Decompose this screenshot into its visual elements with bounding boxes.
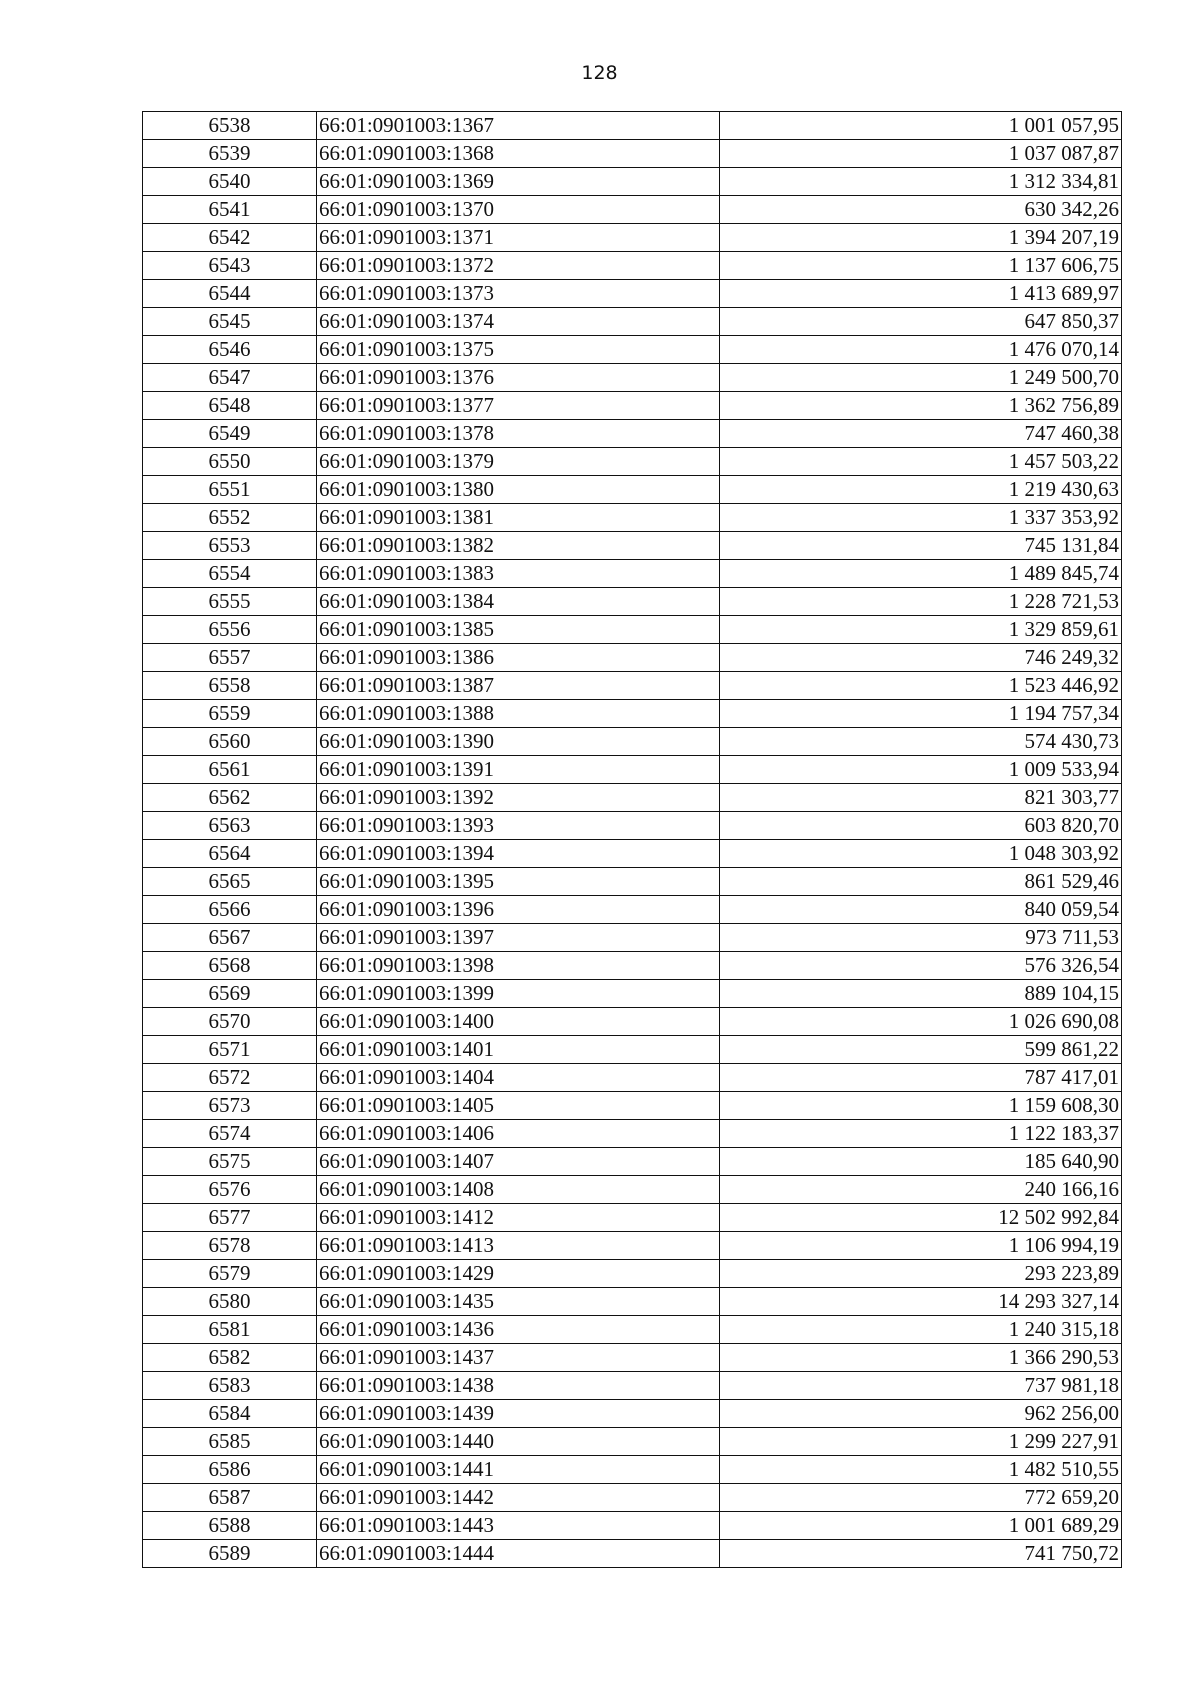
value-cell: 1 413 689,97 [720,280,1122,308]
cadastral-number-cell: 66:01:0901003:1398 [317,952,720,980]
value-cell: 240 166,16 [720,1176,1122,1204]
value-cell: 1 228 721,53 [720,588,1122,616]
table-row [143,756,1122,784]
value-cell: 1 299 227,91 [720,1428,1122,1456]
cadastral-number-cell: 66:01:0901003:1405 [317,1092,720,1120]
value-cell: 1 159 608,30 [720,1092,1122,1120]
row-number-cell: 6588 [143,1512,317,1540]
value-cell: 1 394 207,19 [720,224,1122,252]
cadastral-number-cell: 66:01:0901003:1376 [317,364,720,392]
row-number-cell: 6544 [143,280,317,308]
table-row [143,812,1122,840]
cadastral-number-cell: 66:01:0901003:1377 [317,392,720,420]
value-cell: 889 104,15 [720,980,1122,1008]
table-row [143,728,1122,756]
value-cell: 745 131,84 [720,532,1122,560]
table-row [143,1120,1122,1148]
row-number-cell: 6557 [143,644,317,672]
table-row [143,448,1122,476]
value-cell: 741 750,72 [720,1540,1122,1568]
table-row [143,840,1122,868]
value-cell: 1 122 183,37 [720,1120,1122,1148]
table-row [143,476,1122,504]
row-number-cell: 6539 [143,140,317,168]
row-number-cell: 6572 [143,1064,317,1092]
row-number-cell: 6575 [143,1148,317,1176]
table-row [143,140,1122,168]
value-cell: 1 457 503,22 [720,448,1122,476]
cadastral-number-cell: 66:01:0901003:1383 [317,560,720,588]
value-cell: 973 711,53 [720,924,1122,952]
cadastral-number-cell: 66:01:0901003:1437 [317,1344,720,1372]
cadastral-number-cell: 66:01:0901003:1388 [317,700,720,728]
value-cell: 772 659,20 [720,1484,1122,1512]
cadastral-number-cell: 66:01:0901003:1399 [317,980,720,1008]
table-row [143,1400,1122,1428]
table-row [143,280,1122,308]
table-row [143,1344,1122,1372]
cadastral-number-cell: 66:01:0901003:1395 [317,868,720,896]
row-number-cell: 6543 [143,252,317,280]
cadastral-number-cell: 66:01:0901003:1407 [317,1148,720,1176]
value-cell: 1 329 859,61 [720,616,1122,644]
row-number-cell: 6587 [143,1484,317,1512]
table-row [143,504,1122,532]
value-cell: 1 137 606,75 [720,252,1122,280]
cadastral-number-cell: 66:01:0901003:1390 [317,728,720,756]
table-row [143,1092,1122,1120]
value-cell: 1 219 430,63 [720,476,1122,504]
value-cell: 962 256,00 [720,1400,1122,1428]
row-number-cell: 6584 [143,1400,317,1428]
value-cell: 747 460,38 [720,420,1122,448]
row-number-cell: 6540 [143,168,317,196]
row-number-cell: 6574 [143,1120,317,1148]
table-row [143,420,1122,448]
cadastral-number-cell: 66:01:0901003:1442 [317,1484,720,1512]
cadastral-number-cell: 66:01:0901003:1436 [317,1316,720,1344]
row-number-cell: 6586 [143,1456,317,1484]
value-cell: 1 001 057,95 [720,112,1122,140]
value-cell: 1 366 290,53 [720,1344,1122,1372]
value-cell: 1 048 303,92 [720,840,1122,868]
cadastral-number-cell: 66:01:0901003:1397 [317,924,720,952]
cadastral-number-cell: 66:01:0901003:1412 [317,1204,720,1232]
row-number-cell: 6578 [143,1232,317,1260]
row-number-cell: 6566 [143,896,317,924]
row-number-cell: 6538 [143,112,317,140]
table-row [143,560,1122,588]
row-number-cell: 6585 [143,1428,317,1456]
cadastral-number-cell: 66:01:0901003:1384 [317,588,720,616]
row-number-cell: 6582 [143,1344,317,1372]
row-number-cell: 6573 [143,1092,317,1120]
row-number-cell: 6542 [143,224,317,252]
table-row [143,588,1122,616]
table-row [143,252,1122,280]
table-row [143,784,1122,812]
row-number-cell: 6556 [143,616,317,644]
cadastral-number-cell: 66:01:0901003:1440 [317,1428,720,1456]
value-cell: 574 430,73 [720,728,1122,756]
cadastral-number-cell: 66:01:0901003:1386 [317,644,720,672]
cadastral-number-cell: 66:01:0901003:1393 [317,812,720,840]
row-number-cell: 6560 [143,728,317,756]
cadastral-number-cell: 66:01:0901003:1378 [317,420,720,448]
value-cell: 1 523 446,92 [720,672,1122,700]
cadastral-number-cell: 66:01:0901003:1394 [317,840,720,868]
cadastral-number-cell: 66:01:0901003:1372 [317,252,720,280]
row-number-cell: 6569 [143,980,317,1008]
cadastral-number-cell: 66:01:0901003:1380 [317,476,720,504]
value-cell: 1 001 689,29 [720,1512,1122,1540]
value-cell: 737 981,18 [720,1372,1122,1400]
table-row [143,532,1122,560]
value-cell: 746 249,32 [720,644,1122,672]
value-cell: 603 820,70 [720,812,1122,840]
row-number-cell: 6580 [143,1288,317,1316]
value-cell: 861 529,46 [720,868,1122,896]
table-row [143,868,1122,896]
value-cell: 1 194 757,34 [720,700,1122,728]
table-row [143,644,1122,672]
value-cell: 1 337 353,92 [720,504,1122,532]
table-row [143,700,1122,728]
cadastral-number-cell: 66:01:0901003:1400 [317,1008,720,1036]
value-cell: 1 106 994,19 [720,1232,1122,1260]
value-cell: 1 489 845,74 [720,560,1122,588]
table-row [143,392,1122,420]
row-number-cell: 6554 [143,560,317,588]
value-cell: 1 249 500,70 [720,364,1122,392]
cadastral-number-cell: 66:01:0901003:1406 [317,1120,720,1148]
table-row [143,1288,1122,1316]
value-cell: 1 240 315,18 [720,1316,1122,1344]
row-number-cell: 6545 [143,308,317,336]
table-row [143,1204,1122,1232]
table-row [143,1036,1122,1064]
cadastral-number-cell: 66:01:0901003:1373 [317,280,720,308]
table-row [143,896,1122,924]
value-cell: 1 312 334,81 [720,168,1122,196]
table-row [143,1176,1122,1204]
cadastral-number-cell: 66:01:0901003:1429 [317,1260,720,1288]
value-cell: 1 362 756,89 [720,392,1122,420]
row-number-cell: 6576 [143,1176,317,1204]
cadastral-number-cell: 66:01:0901003:1368 [317,140,720,168]
cadastral-number-cell: 66:01:0901003:1438 [317,1372,720,1400]
row-number-cell: 6570 [143,1008,317,1036]
row-number-cell: 6558 [143,672,317,700]
row-number-cell: 6571 [143,1036,317,1064]
cadastral-number-cell: 66:01:0901003:1439 [317,1400,720,1428]
cadastral-number-cell: 66:01:0901003:1392 [317,784,720,812]
table-row [143,672,1122,700]
row-number-cell: 6552 [143,504,317,532]
row-number-cell: 6553 [143,532,317,560]
cadastral-number-cell: 66:01:0901003:1387 [317,672,720,700]
cadastral-number-cell: 66:01:0901003:1375 [317,336,720,364]
cadastral-number-cell: 66:01:0901003:1435 [317,1288,720,1316]
value-cell: 1 476 070,14 [720,336,1122,364]
cadastral-number-cell: 66:01:0901003:1381 [317,504,720,532]
cadastral-number-cell: 66:01:0901003:1385 [317,616,720,644]
value-cell: 1 482 510,55 [720,1456,1122,1484]
row-number-cell: 6549 [143,420,317,448]
cadastral-number-cell: 66:01:0901003:1370 [317,196,720,224]
row-number-cell: 6562 [143,784,317,812]
table-row [143,1484,1122,1512]
value-cell: 821 303,77 [720,784,1122,812]
value-cell: 576 326,54 [720,952,1122,980]
table-row [143,1316,1122,1344]
row-number-cell: 6577 [143,1204,317,1232]
cadastral-value-table [142,111,1122,1568]
cadastral-number-cell: 66:01:0901003:1396 [317,896,720,924]
row-number-cell: 6564 [143,840,317,868]
cadastral-number-cell: 66:01:0901003:1443 [317,1512,720,1540]
value-cell: 185 640,90 [720,1148,1122,1176]
cadastral-number-cell: 66:01:0901003:1413 [317,1232,720,1260]
value-cell: 12 502 992,84 [720,1204,1122,1232]
cadastral-number-cell: 66:01:0901003:1401 [317,1036,720,1064]
cadastral-number-cell: 66:01:0901003:1367 [317,112,720,140]
value-cell: 599 861,22 [720,1036,1122,1064]
row-number-cell: 6559 [143,700,317,728]
table-row [143,952,1122,980]
row-number-cell: 6565 [143,868,317,896]
cadastral-number-cell: 66:01:0901003:1441 [317,1456,720,1484]
row-number-cell: 6568 [143,952,317,980]
row-number-cell: 6546 [143,336,317,364]
row-number-cell: 6548 [143,392,317,420]
value-cell: 1 009 533,94 [720,756,1122,784]
table-row [143,1064,1122,1092]
table-row [143,1232,1122,1260]
row-number-cell: 6589 [143,1540,317,1568]
cadastral-number-cell: 66:01:0901003:1444 [317,1540,720,1568]
page-number-text: 128 [581,62,618,84]
table-body [143,112,1122,1568]
value-cell: 14 293 327,14 [720,1288,1122,1316]
table-row [143,1148,1122,1176]
row-number-cell: 6567 [143,924,317,952]
row-number-cell: 6541 [143,196,317,224]
table-row [143,1008,1122,1036]
value-cell: 1 026 690,08 [720,1008,1122,1036]
row-number-cell: 6550 [143,448,317,476]
table-row [143,224,1122,252]
value-cell: 1 037 087,87 [720,140,1122,168]
cadastral-number-cell: 66:01:0901003:1408 [317,1176,720,1204]
table-row [143,308,1122,336]
row-number-cell: 6547 [143,364,317,392]
cadastral-number-cell: 66:01:0901003:1374 [317,308,720,336]
table-row [143,1456,1122,1484]
table-row [143,924,1122,952]
page-number [0,62,1200,84]
table-row [143,1512,1122,1540]
row-number-cell: 6579 [143,1260,317,1288]
table-row [143,1260,1122,1288]
table-row [143,168,1122,196]
value-cell: 647 850,37 [720,308,1122,336]
row-number-cell: 6555 [143,588,317,616]
cadastral-number-cell: 66:01:0901003:1382 [317,532,720,560]
table-row [143,364,1122,392]
value-cell: 293 223,89 [720,1260,1122,1288]
row-number-cell: 6583 [143,1372,317,1400]
row-number-cell: 6563 [143,812,317,840]
row-number-cell: 6581 [143,1316,317,1344]
row-number-cell: 6561 [143,756,317,784]
table-row [143,112,1122,140]
table-row [143,1372,1122,1400]
value-cell: 840 059,54 [720,896,1122,924]
table-row [143,616,1122,644]
cadastral-number-cell: 66:01:0901003:1369 [317,168,720,196]
table-row [143,1428,1122,1456]
cadastral-number-cell: 66:01:0901003:1371 [317,224,720,252]
cadastral-number-cell: 66:01:0901003:1404 [317,1064,720,1092]
cadastral-number-cell: 66:01:0901003:1379 [317,448,720,476]
table-row [143,196,1122,224]
row-number-cell: 6551 [143,476,317,504]
table-row [143,1540,1122,1568]
value-cell: 630 342,26 [720,196,1122,224]
table-row [143,980,1122,1008]
cadastral-number-cell: 66:01:0901003:1391 [317,756,720,784]
table-row [143,336,1122,364]
value-cell: 787 417,01 [720,1064,1122,1092]
